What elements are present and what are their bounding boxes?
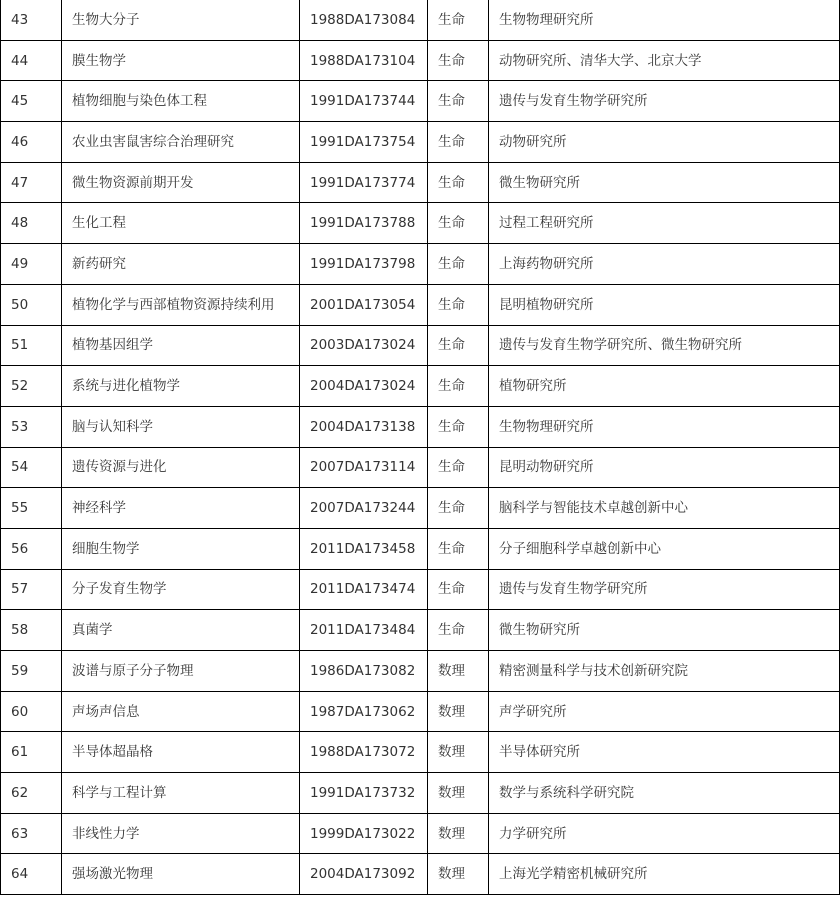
lab-code-cell: 2004DA173024 <box>300 366 428 407</box>
field-cell: 生命 <box>428 610 489 651</box>
row-number-cell: 58 <box>1 610 62 651</box>
row-number-cell: 62 <box>1 773 62 814</box>
table-row <box>1 691 840 732</box>
table-row <box>1 162 840 203</box>
institute-cell: 遗传与发育生物学研究所 <box>489 81 840 122</box>
lab-name-cell: 波谱与原子分子物理 <box>62 651 300 692</box>
field-cell: 生命 <box>428 203 489 244</box>
lab-name-cell: 遗传资源与进化 <box>62 447 300 488</box>
row-number-cell: 56 <box>1 528 62 569</box>
lab-code-cell: 1986DA173082 <box>300 651 428 692</box>
field-cell: 生命 <box>428 244 489 285</box>
institute-cell: 遗传与发育生物学研究所、微生物研究所 <box>489 325 840 366</box>
lab-name-cell: 科学与工程计算 <box>62 773 300 814</box>
field-cell: 生命 <box>428 162 489 203</box>
field-cell: 生命 <box>428 284 489 325</box>
field-cell: 生命 <box>428 528 489 569</box>
lab-code-cell: 2007DA173244 <box>300 488 428 529</box>
lab-name-cell: 系统与进化植物学 <box>62 366 300 407</box>
table-row <box>1 406 840 447</box>
institute-cell: 生物物理研究所 <box>489 0 840 40</box>
field-cell: 数理 <box>428 854 489 895</box>
lab-code-cell: 1991DA173788 <box>300 203 428 244</box>
lab-code-cell: 2003DA173024 <box>300 325 428 366</box>
lab-name-cell: 声场声信息 <box>62 691 300 732</box>
institute-cell: 声学研究所 <box>489 691 840 732</box>
institute-cell: 半导体研究所 <box>489 732 840 773</box>
row-number-cell: 60 <box>1 691 62 732</box>
lab-name-cell: 新药研究 <box>62 244 300 285</box>
lab-name-cell: 生物大分子 <box>62 0 300 40</box>
table-row <box>1 81 840 122</box>
lab-name-cell: 神经科学 <box>62 488 300 529</box>
institute-cell: 动物研究所、清华大学、北京大学 <box>489 40 840 81</box>
table-row <box>1 447 840 488</box>
lab-code-cell: 1987DA173062 <box>300 691 428 732</box>
field-cell: 生命 <box>428 81 489 122</box>
table-row <box>1 244 840 285</box>
field-cell: 生命 <box>428 488 489 529</box>
field-cell: 生命 <box>428 122 489 163</box>
table-row <box>1 569 840 610</box>
lab-name-cell: 非线性力学 <box>62 813 300 854</box>
lab-name-cell: 真菌学 <box>62 610 300 651</box>
institute-cell: 力学研究所 <box>489 813 840 854</box>
lab-name-cell: 植物化学与西部植物资源持续利用 <box>62 284 300 325</box>
table-row <box>1 122 840 163</box>
lab-code-cell: 1991DA173744 <box>300 81 428 122</box>
field-cell: 数理 <box>428 813 489 854</box>
row-number-cell: 44 <box>1 40 62 81</box>
lab-code-cell: 1999DA173022 <box>300 813 428 854</box>
table-row <box>1 488 840 529</box>
lab-code-cell: 2001DA173054 <box>300 284 428 325</box>
lab-code-cell: 2011DA173484 <box>300 610 428 651</box>
row-number-cell: 51 <box>1 325 62 366</box>
field-cell: 生命 <box>428 447 489 488</box>
field-cell: 生命 <box>428 569 489 610</box>
institute-cell: 脑科学与智能技术卓越创新中心 <box>489 488 840 529</box>
row-number-cell: 49 <box>1 244 62 285</box>
institute-cell: 数学与系统科学研究院 <box>489 773 840 814</box>
table-row <box>1 773 840 814</box>
lab-code-cell: 1988DA173084 <box>300 0 428 40</box>
field-cell: 数理 <box>428 773 489 814</box>
field-cell: 生命 <box>428 325 489 366</box>
table-row <box>1 732 840 773</box>
table-row <box>1 854 840 895</box>
lab-name-cell: 农业虫害鼠害综合治理研究 <box>62 122 300 163</box>
field-cell: 数理 <box>428 651 489 692</box>
lab-code-cell: 1991DA173774 <box>300 162 428 203</box>
lab-code-cell: 2011DA173458 <box>300 528 428 569</box>
lab-name-cell: 脑与认知科学 <box>62 406 300 447</box>
institute-cell: 微生物研究所 <box>489 610 840 651</box>
lab-code-cell: 1991DA173754 <box>300 122 428 163</box>
row-number-cell: 47 <box>1 162 62 203</box>
field-cell: 数理 <box>428 691 489 732</box>
row-number-cell: 63 <box>1 813 62 854</box>
table-row <box>1 528 840 569</box>
row-number-cell: 55 <box>1 488 62 529</box>
table-row <box>1 203 840 244</box>
field-cell: 数理 <box>428 732 489 773</box>
table-row <box>1 366 840 407</box>
institute-cell: 过程工程研究所 <box>489 203 840 244</box>
institute-cell: 微生物研究所 <box>489 162 840 203</box>
lab-name-cell: 微生物资源前期开发 <box>62 162 300 203</box>
lab-name-cell: 分子发育生物学 <box>62 569 300 610</box>
row-number-cell: 43 <box>1 0 62 40</box>
row-number-cell: 57 <box>1 569 62 610</box>
lab-code-cell: 1988DA173072 <box>300 732 428 773</box>
row-number-cell: 54 <box>1 447 62 488</box>
row-number-cell: 64 <box>1 854 62 895</box>
row-number-cell: 45 <box>1 81 62 122</box>
field-cell: 生命 <box>428 366 489 407</box>
lab-code-cell: 1991DA173798 <box>300 244 428 285</box>
lab-code-cell: 2004DA173138 <box>300 406 428 447</box>
row-number-cell: 61 <box>1 732 62 773</box>
lab-name-cell: 植物细胞与染色体工程 <box>62 81 300 122</box>
row-number-cell: 48 <box>1 203 62 244</box>
table-row <box>1 40 840 81</box>
lab-code-cell: 2011DA173474 <box>300 569 428 610</box>
field-cell: 生命 <box>428 0 489 40</box>
row-number-cell: 53 <box>1 406 62 447</box>
institute-cell: 上海药物研究所 <box>489 244 840 285</box>
lab-table-body <box>1 0 840 895</box>
institute-cell: 昆明动物研究所 <box>489 447 840 488</box>
lab-name-cell: 半导体超晶格 <box>62 732 300 773</box>
row-number-cell: 52 <box>1 366 62 407</box>
institute-cell: 上海光学精密机械研究所 <box>489 854 840 895</box>
institute-cell: 植物研究所 <box>489 366 840 407</box>
field-cell: 生命 <box>428 406 489 447</box>
row-number-cell: 50 <box>1 284 62 325</box>
institute-cell: 遗传与发育生物学研究所 <box>489 569 840 610</box>
lab-code-cell: 1988DA173104 <box>300 40 428 81</box>
lab-code-cell: 2004DA173092 <box>300 854 428 895</box>
lab-name-cell: 生化工程 <box>62 203 300 244</box>
lab-code-cell: 2007DA173114 <box>300 447 428 488</box>
table-row <box>1 325 840 366</box>
row-number-cell: 59 <box>1 651 62 692</box>
table-row <box>1 0 840 40</box>
institute-cell: 昆明植物研究所 <box>489 284 840 325</box>
lab-name-cell: 强场激光物理 <box>62 854 300 895</box>
table-row <box>1 610 840 651</box>
lab-name-cell: 膜生物学 <box>62 40 300 81</box>
row-number-cell: 46 <box>1 122 62 163</box>
institute-cell: 生物物理研究所 <box>489 406 840 447</box>
lab-name-cell: 植物基因组学 <box>62 325 300 366</box>
table-row <box>1 651 840 692</box>
lab-code-cell: 1991DA173732 <box>300 773 428 814</box>
field-cell: 生命 <box>428 40 489 81</box>
table-row <box>1 813 840 854</box>
institute-cell: 精密测量科学与技术创新研究院 <box>489 651 840 692</box>
lab-name-cell: 细胞生物学 <box>62 528 300 569</box>
institute-cell: 分子细胞科学卓越创新中心 <box>489 528 840 569</box>
institute-cell: 动物研究所 <box>489 122 840 163</box>
table-row <box>1 284 840 325</box>
